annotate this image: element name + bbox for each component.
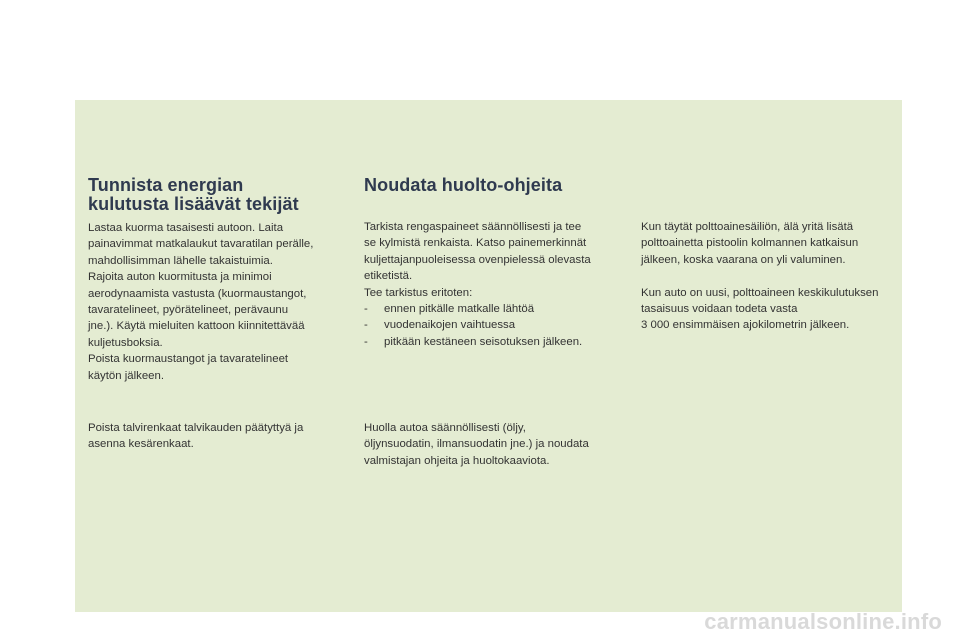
bullet-marker: - <box>364 319 368 332</box>
text-line: jne.). Käytä mieluiten kattoon kiinnitettävää <box>88 320 305 333</box>
text-line: Lastaa kuorma tasaisesti autoon. Laita <box>88 222 284 234</box>
text-line: Rajoita auton kuormitusta ja minimoi <box>88 271 272 284</box>
text-line: kuljetusboksia. <box>88 336 163 349</box>
check-list <box>364 301 624 350</box>
text-line: Poista talvirenkaat talvikauden päätyttyä ja <box>88 422 304 434</box>
bullet-marker: - <box>364 335 368 348</box>
energy-factors-heading <box>88 176 348 214</box>
list-item-text: ennen pitkälle matkalle lähtöä <box>384 303 535 316</box>
text-line: se kylmistä renkaista. Katso painemerkinnät <box>364 237 587 250</box>
text-line: jälkeen, koska vaarana on yli valuminen. <box>641 253 846 266</box>
winter-tires-paragraph <box>88 420 348 453</box>
list-item <box>364 301 624 317</box>
text-line: valmistajan ohjeita ja huoltokaaviota. <box>364 454 550 467</box>
heading-line: kulutusta lisäävät tekijät <box>88 194 299 214</box>
text-line: aerodynaamista vastusta (kuormaustangot, <box>88 287 307 300</box>
text-line: Huolla autoa säännöllisesti (öljy, <box>364 422 526 434</box>
text-line: etiketistä. <box>364 270 413 283</box>
tire-pressure-paragraph <box>364 219 624 301</box>
text-line: tavaratelineet, pyörätelineet, perävaunu <box>88 304 289 317</box>
text-line: mahdollisimman lähelle takaistuimia. <box>88 254 273 267</box>
text-line: 3 000 ensimmäisen ajokilometrin jälkeen. <box>641 319 850 332</box>
text-line: Tarkista rengaspaineet säännöllisesti ja tee <box>364 221 582 233</box>
text-line: painavimmat matkalaukut tavaratilan perälle, <box>88 238 314 251</box>
heading-line: Tunnista energian <box>88 175 244 195</box>
text-line: käytön jälkeen. <box>88 369 164 382</box>
fuel-column <box>641 219 903 334</box>
maintenance-column <box>364 176 624 350</box>
text-line: öljynsuodatin, ilmansuodatin jne.) ja noudata <box>364 438 589 451</box>
refuel-paragraph <box>641 219 903 268</box>
new-car-paragraph <box>641 285 903 334</box>
text-line: Tee tarkistus eritoten: <box>364 286 473 299</box>
paragraph-gap <box>641 268 903 284</box>
text-line: Poista kuormaustangot ja tavaratelineet <box>88 353 289 366</box>
text-line: polttoainetta pistoolin kolmannen katkaisun <box>641 237 859 250</box>
text-line: kuljettajanpuoleisessa ovenpielessä olevasta <box>364 253 591 266</box>
text-line: Kun täytät polttoainesäiliön, älä yritä lisätä <box>641 221 854 233</box>
maintenance-heading: Noudata huolto-ohjeita <box>364 175 563 195</box>
load-paragraph <box>88 220 348 384</box>
bullet-marker: - <box>364 303 368 316</box>
energy-factors-column <box>88 176 348 384</box>
list-item <box>364 334 624 350</box>
text-line: tasaisuus voidaan todeta vasta <box>641 303 798 316</box>
text-line: Kun auto on uusi, polttoaineen keskikulutuksen <box>641 286 879 299</box>
list-item <box>364 317 624 333</box>
list-item-text: vuodenaikojen vaihtuessa <box>384 319 516 332</box>
watermark-text: carmanualsonline.info <box>704 609 942 634</box>
service-paragraph <box>364 420 626 469</box>
text-line: asenna kesärenkaat. <box>88 438 194 451</box>
list-item-text: pitkään kestäneen seisotuksen jälkeen. <box>384 335 583 348</box>
